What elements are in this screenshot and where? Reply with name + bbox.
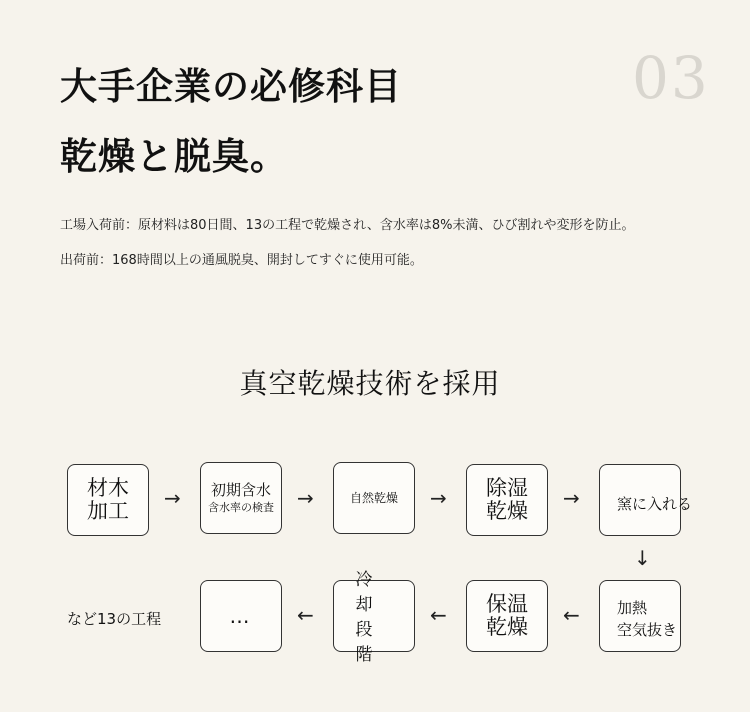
step-label: 乾燥 bbox=[486, 499, 528, 523]
step-initial-moisture bbox=[200, 462, 282, 534]
arrow-right-icon: → bbox=[164, 486, 181, 510]
section-number: 03 bbox=[632, 44, 710, 112]
arrow-right-icon: → bbox=[297, 486, 314, 510]
step-label: 自然乾燥 bbox=[349, 491, 398, 505]
step-sublabel: 含水率の検査 bbox=[208, 501, 274, 514]
ellipsis: … bbox=[229, 604, 253, 628]
step-more bbox=[200, 580, 282, 652]
arrow-right-icon: → bbox=[430, 486, 447, 510]
step-wood-processing bbox=[67, 464, 149, 536]
step-label: 除湿 bbox=[486, 476, 528, 500]
step-label: 初期含水 bbox=[210, 481, 271, 499]
arrow-down-icon: ↓ bbox=[634, 546, 651, 570]
step-natural-drying bbox=[333, 462, 415, 534]
step-label: 冷 bbox=[355, 570, 373, 590]
step-label: 空気抜き bbox=[617, 621, 678, 639]
step-label: 加熱 bbox=[617, 599, 648, 617]
step-label: 階 bbox=[355, 645, 373, 665]
step-label: 保温 bbox=[486, 592, 528, 616]
description-line-2: 出荷前：168時間以上の通風脱臭、開封してすぐに使用可能。 bbox=[60, 253, 423, 268]
page-title: 大手企業の必修科目 bbox=[60, 65, 402, 108]
step-heat-retention-drying bbox=[466, 580, 548, 652]
step-label: 窯に入れる bbox=[617, 495, 693, 513]
step-dehumidify-drying bbox=[466, 464, 548, 536]
step-label: 却 bbox=[355, 595, 373, 615]
page-subtitle: 乾燥と脱臭。 bbox=[60, 135, 288, 178]
arrow-right-icon: → bbox=[563, 486, 580, 510]
description-line-1: 工場入荷前：原材料は80日間、13の工程で乾燥され、含水率は8%未満、ひび割れや変形を防止。 bbox=[60, 218, 635, 233]
arrow-left-icon: ← bbox=[297, 603, 314, 627]
step-label: 材木 bbox=[87, 476, 129, 500]
step-label: 段 bbox=[355, 620, 373, 640]
arrow-left-icon: ← bbox=[563, 603, 580, 627]
step-label: 乾燥 bbox=[486, 615, 528, 639]
step-label: 加工 bbox=[87, 499, 129, 523]
flow-title: 真空乾燥技術を採用 bbox=[239, 367, 501, 400]
process-note: など13の工程 bbox=[67, 610, 162, 628]
arrow-left-icon: ← bbox=[430, 603, 447, 627]
